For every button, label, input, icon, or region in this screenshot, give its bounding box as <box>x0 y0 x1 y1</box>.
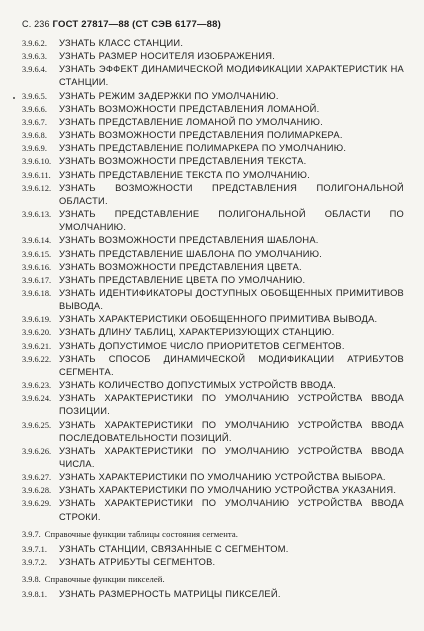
standard-title: ГОСТ 27817—88 (СТ СЭВ 6177—88) <box>52 19 221 30</box>
clause-text: УЗНАТЬ ХАРАКТЕРИСТИКИ ПО УМОЛЧАНИЮ УСТРОЙСТВА ВВОДА ПОЗИЦИИ. <box>59 393 404 417</box>
clause-number: 3.9.6.27. <box>22 473 52 483</box>
clause-number: 3.9.6.21. <box>22 341 52 351</box>
clause-number: 3.9.6.26. <box>22 446 52 456</box>
clause-item <box>22 543 404 556</box>
clause-text: УЗНАТЬ ВОЗМОЖНОСТИ ПРЕДСТАВЛЕНИЯ ПОЛИМАРКЕРА. <box>59 130 343 141</box>
clause-number: 3.9.6.10. <box>22 157 52 167</box>
clause-text: УЗНАТЬ ХАРАКТЕРИСТИКИ ПО УМОЛЧАНИЮ УСТРОЙСТВА ВЫБОРА. <box>59 472 386 483</box>
clause-text: УЗНАТЬ ПРЕДСТАВЛЕНИЕ ПОЛИМАРКЕРА ПО УМОЛЧАНИЮ. <box>59 143 347 154</box>
clause-number: 3.9.6.20. <box>22 328 52 338</box>
clause-item <box>22 497 404 523</box>
clause-text: УЗНАТЬ ВОЗМОЖНОСТИ ПРЕДСТАВЛЕНИЯ ЦВЕТА. <box>59 261 302 272</box>
clause-text: УЗНАТЬ КОЛИЧЕСТВО ДОПУСТИМЫХ УСТРОЙСТВ ВВОДА. <box>59 380 337 391</box>
clause-text: УЗНАТЬ ЭФФЕКТ ДИНАМИЧЕСКОЙ МОДИФИКАЦИИ ХАРАКТЕРИСТИК НА СТАНЦИИ. <box>59 64 404 88</box>
clause-list <box>22 37 404 602</box>
clause-item <box>22 155 404 168</box>
clause-text: УЗНАТЬ ПРЕДСТАВЛЕНИЕ ТЕКСТА ПО УМОЛЧАНИЮ. <box>59 169 310 180</box>
clause-number: 3.9.7. <box>22 529 41 539</box>
clause-number: 3.9.6.7. <box>22 117 47 127</box>
clause-item <box>22 90 404 103</box>
clause-number: 3.9.6.16. <box>22 262 52 272</box>
clause-text: УЗНАТЬ СПОСОБ ДИНАМИЧЕСКОЙ МОДИФИКАЦИИ АТРИБУТОВ СЕГМЕНТА. <box>59 353 404 377</box>
clause-item <box>22 287 404 313</box>
clause-text: Справочные функции таблицы состояния сегмента. <box>44 528 239 539</box>
clause-text: УЗНАТЬ ДОПУСТИМОЕ ЧИСЛО ПРИОРИТЕТОВ СЕГМЕНТОВ. <box>59 340 345 351</box>
clause-item <box>22 445 404 471</box>
section-heading <box>22 573 404 586</box>
clause-item <box>22 313 404 326</box>
clause-number: 3.9.6.5. <box>22 91 47 101</box>
clause-text: УЗНАТЬ ВОЗМОЖНОСТИ ПРЕДСТАВЛЕНИЯ ШАБЛОНА. <box>59 235 319 246</box>
clause-item <box>22 37 404 50</box>
clause-number: 3.9.6.3. <box>22 52 47 62</box>
clause-number: 3.9.6.12. <box>22 183 52 193</box>
clause-item <box>22 234 404 247</box>
clause-item <box>22 556 404 569</box>
clause-item <box>22 261 404 274</box>
clause-text: УЗНАТЬ РАЗМЕРНОСТЬ МАТРИЦЫ ПИКСЕЛЕЙ. <box>59 589 281 600</box>
clause-number: 3.9.6.29. <box>22 499 52 509</box>
clause-item <box>22 392 404 418</box>
clause-text: УЗНАТЬ ПРЕДСТАВЛЕНИЕ ЦВЕТА ПО УМОЛЧАНИЮ. <box>59 274 306 285</box>
clause-item <box>22 129 404 142</box>
clause-number: 3.9.6.24. <box>22 394 52 404</box>
page-header <box>22 19 221 30</box>
clause-item <box>22 274 404 287</box>
clause-text: УЗНАТЬ ВОЗМОЖНОСТИ ПРЕДСТАВЛЕНИЯ ПОЛИГОНАЛЬНОЙ ОБЛАСТИ. <box>59 182 404 206</box>
clause-number: 3.9.6.15. <box>22 249 52 259</box>
clause-item <box>22 248 404 261</box>
clause-number: 3.9.7.1. <box>22 544 47 554</box>
clause-text: УЗНАТЬ ХАРАКТЕРИСТИКИ ПО УМОЛЧАНИЮ УСТРОЙСТВА ВВОДА СТРОКИ. <box>59 498 404 522</box>
clause-item <box>22 103 404 116</box>
clause-item <box>22 142 404 155</box>
clause-text: УЗНАТЬ ХАРАКТЕРИСТИКИ ПО УМОЛЧАНИЮ УСТРОЙСТВА УКАЗАНИЯ. <box>59 485 397 496</box>
clause-text: УЗНАТЬ СТАНЦИИ, СВЯЗАННЫЕ С СЕГМЕНТОМ. <box>59 543 289 554</box>
clause-number: 3.9.6.28. <box>22 486 52 496</box>
clause-text: УЗНАТЬ ПРЕДСТАВЛЕНИЕ ЛОМАНОЙ ПО УМОЛЧАНИЮ. <box>59 116 323 127</box>
clause-item <box>22 484 404 497</box>
clause-text: УЗНАТЬ ИДЕНТИФИКАТОРЫ ДОСТУПНЫХ ОБОБЩЕННЫХ ПРИМИТИВОВ ВЫВОДА. <box>59 287 404 312</box>
clause-item <box>22 379 404 392</box>
clause-item <box>22 50 404 63</box>
clause-text: Справочные функции пикселей. <box>44 574 165 585</box>
clause-number: 3.9.6.22. <box>22 354 52 364</box>
clause-item <box>22 208 404 234</box>
clause-number: 3.9.6.25. <box>22 420 52 430</box>
clause-text: УЗНАТЬ ХАРАКТЕРИСТИКИ ПО УМОЛЧАНИЮ УСТРОЙСТВА ВВОДА ЧИСЛА. <box>59 445 404 469</box>
clause-text: УЗНАТЬ ХАРАКТЕРИСТИКИ ОБОБЩЕННОГО ПРИМИТИВА ВЫВОДА. <box>59 314 378 325</box>
clause-item <box>22 326 404 339</box>
clause-text: УЗНАТЬ РАЗМЕР НОСИТЕЛЯ ИЗОБРАЖЕНИЯ. <box>59 51 276 62</box>
clause-number: 3.9.7.2. <box>22 558 47 568</box>
clause-number: 3.9.6.18. <box>22 288 52 298</box>
clause-number: 3.9.8.1. <box>22 590 47 600</box>
clause-item <box>22 353 404 379</box>
clause-number: 3.9.6.14. <box>22 236 52 246</box>
clause-item <box>22 340 404 353</box>
clause-text: УЗНАТЬ РЕЖИМ ЗАДЕРЖКИ ПО УМОЛЧАНИЮ. <box>59 90 279 101</box>
clause-text: УЗНАТЬ ХАРАКТЕРИСТИКИ ПО УМОЛЧАНИЮ УСТРОЙСТВА ВВОДА ПОСЛЕДОВАТЕЛЬНОСТИ ПОЗИЦИЙ. <box>59 419 404 443</box>
clause-number: 3.9.6.17. <box>22 275 52 285</box>
clause-text: УЗНАТЬ ДЛИНУ ТАБЛИЦ, ХАРАКТЕРИЗУЮЩИХ СТАНЦИЮ. <box>59 327 335 338</box>
clause-number: 3.9.6.13. <box>22 210 52 220</box>
clause-number: 3.9.6.11. <box>22 170 51 180</box>
clause-item <box>22 63 404 89</box>
clause-number: 3.9.6.19. <box>22 315 52 325</box>
clause-number: 3.9.6.4. <box>22 65 47 75</box>
clause-text: УЗНАТЬ ВОЗМОЖНОСТИ ПРЕДСТАВЛЕНИЯ ТЕКСТА. <box>59 156 307 167</box>
clause-item <box>22 169 404 182</box>
section-heading <box>22 528 404 541</box>
clause-text: УЗНАТЬ ПРЕДСТАВЛЕНИЕ ПОЛИГОНАЛЬНОЙ ОБЛАСТИ ПО УМОЛЧАНИЮ. <box>59 209 404 233</box>
scan-speck <box>13 97 15 99</box>
clause-item <box>22 116 404 129</box>
clause-item <box>22 182 404 208</box>
clause-number: 3.9.6.9. <box>22 144 47 154</box>
page-number: С. 236 <box>22 19 50 29</box>
clause-text: УЗНАТЬ АТРИБУТЫ СЕГМЕНТОВ. <box>59 557 216 568</box>
clause-text: УЗНАТЬ КЛАСС СТАНЦИИ. <box>59 38 184 48</box>
clause-number: 3.9.6.23. <box>22 381 52 391</box>
clause-text: УЗНАТЬ ВОЗМОЖНОСТИ ПРЕДСТАВЛЕНИЯ ЛОМАНОЙ. <box>59 103 320 114</box>
clause-item <box>22 471 404 484</box>
clause-item <box>22 419 404 445</box>
clause-number: 3.9.6.6. <box>22 104 47 114</box>
clause-number: 3.9.6.2. <box>22 39 47 48</box>
clause-number: 3.9.6.8. <box>22 131 47 141</box>
clause-number: 3.9.8. <box>22 575 41 585</box>
clause-text: УЗНАТЬ ПРЕДСТАВЛЕНИЕ ШАБЛОНА ПО УМОЛЧАНИЮ. <box>59 248 323 259</box>
clause-item <box>22 588 404 601</box>
